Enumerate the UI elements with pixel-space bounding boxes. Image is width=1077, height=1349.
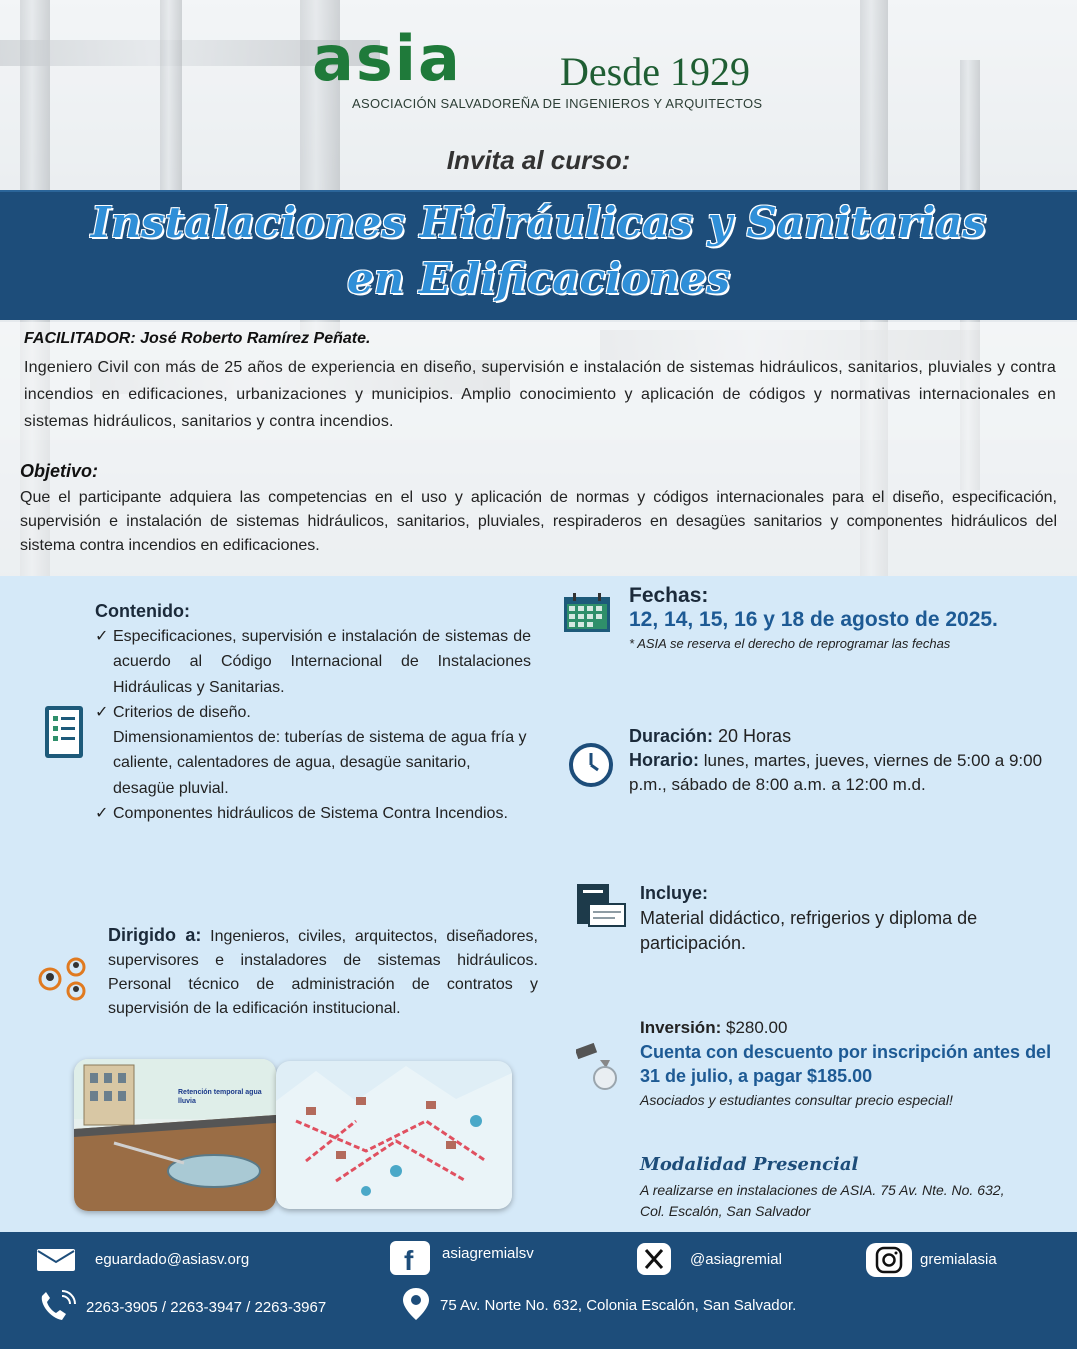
address-text: 75 Av. Norte No. 632, Colonia Escalón, San Salvador. xyxy=(440,1297,797,1314)
water-network-illustration xyxy=(276,1061,512,1209)
phone-numbers[interactable]: 2263-3905 / 2263-3947 / 2263-3967 xyxy=(86,1299,327,1316)
facilitator-heading: FACILITADOR: José Roberto Ramírez Peñate. xyxy=(24,330,371,347)
facebook-handle[interactable]: asiagremialsv xyxy=(442,1245,534,1262)
hours-line xyxy=(629,748,1049,797)
x-twitter-icon[interactable] xyxy=(637,1243,671,1280)
duration-line xyxy=(629,724,1049,748)
list-item xyxy=(95,801,531,826)
dates-value: 12, 14, 15, 16 y 18 de agosto de 2025. xyxy=(629,608,998,631)
content-list xyxy=(95,624,531,826)
audience-text-block xyxy=(108,923,538,1021)
check-icon: ✓ xyxy=(95,805,109,823)
logo-since-year: Desde 1929 xyxy=(560,49,750,94)
x-handle[interactable]: @asiagremial xyxy=(690,1251,782,1268)
logo-wordmark: asia xyxy=(312,22,462,95)
phone-icon xyxy=(36,1290,76,1329)
people-gears-icon xyxy=(36,957,92,1008)
duration-value: 20 Horas xyxy=(718,726,792,746)
content-item-text: Criterios de diseño. xyxy=(113,703,251,721)
list-item xyxy=(95,700,531,725)
diploma-icon xyxy=(575,882,627,933)
course-title-line-1: Instalaciones Hidráulicas y Sanitarias xyxy=(90,198,987,247)
facilitator-bio: Ingeniero Civil con más de 25 años de experiencia en diseño, supervisión e instalación de sistemas hidráulicos, sanitarios, pluviales y contra incendios en edificaciones, urbanizaciones y municipios. Amplio conocimiento y aplicación de códigos y normativas internacionales en sistemas hidráulicos, sanitarios y contra incendios. xyxy=(24,359,1056,430)
schedule-block xyxy=(629,724,1049,797)
email-link[interactable]: eguardado@asiasv.org xyxy=(95,1251,250,1268)
course-title-band xyxy=(0,190,1077,320)
money-bag-icon xyxy=(576,1040,622,1097)
modality-heading: Modalidad Presencial xyxy=(640,1154,859,1175)
check-icon: ✓ xyxy=(95,703,109,721)
instagram-icon[interactable] xyxy=(866,1243,912,1282)
includes-block xyxy=(640,881,1040,956)
contact-footer xyxy=(0,1232,1077,1349)
modality-text: A realizarse en instalaciones de ASIA. 75 Av. Nte. No. 632, Col. Escalón, San Salvador xyxy=(640,1182,1005,1219)
includes-text: Material didáctico, refrigerios y diploma de participación. xyxy=(640,908,978,953)
svg-text:f: f xyxy=(404,1245,414,1275)
investment-discount: Cuenta con descuento por inscripción antes del 31 de julio, a pagar $185.00 xyxy=(640,1042,1052,1086)
duration-label: Duración: xyxy=(629,726,714,746)
audience-label: Dirigido a: xyxy=(108,925,202,945)
stormwater-retention-illustration xyxy=(74,1059,276,1211)
content-heading: Contenido: xyxy=(95,601,190,621)
checklist-icon xyxy=(44,705,84,764)
instagram-handle[interactable]: gremialasia xyxy=(920,1251,997,1268)
facebook-icon[interactable] xyxy=(390,1241,430,1280)
includes-heading: Incluye: xyxy=(640,883,709,903)
dates-note: * ASIA se reserva el derecho de reprogramar las fechas xyxy=(629,636,951,651)
audience-text: Ingenieros, civiles, arquitectos, diseñadores, supervisores e instaladores de sistemas hidráulicos. Personal técnico de administración de contratos y supervisión de la edificación institucional. xyxy=(108,928,538,1017)
content-item-detail: Dimensionamientos de: tuberías de sistema de agua fría y caliente, calentadores de agua, desagüe sanitario, desagüe pluvial. xyxy=(113,729,527,797)
organization-name: ASOCIACIÓN SALVADOREÑA DE INGENIEROS Y ARQUITECTOS xyxy=(352,96,763,111)
invite-heading: Invita al curso: xyxy=(446,145,631,175)
location-pin-icon xyxy=(402,1287,430,1326)
investment-label: Inversión: xyxy=(640,1018,722,1037)
course-title-line-2: en Edificaciones xyxy=(347,254,730,303)
dates-heading: Fechas: xyxy=(629,584,709,607)
illustration-tag: Retención temporal agua lluvia xyxy=(178,1089,262,1105)
hours-label: Horario: xyxy=(629,750,700,770)
investment-note: Asociados y estudiantes consultar precio especial! xyxy=(640,1092,953,1108)
investment-block xyxy=(640,1016,1060,1112)
email-icon[interactable] xyxy=(36,1248,76,1277)
content-item-text: Componentes hidráulicos de Sistema Contra Incendios. xyxy=(113,805,508,823)
objective-text: Que el participante adquiera las competencias en el uso y aplicación de normas y códigos internacionales para el diseño, especificación, supervisión e instalación de sistemas hidráulicos, sanitarios, pluviales, respiraderos en desagües sanitarios y componentes hidráulicos del sistema contra incendios en edificaciones. xyxy=(20,489,1057,554)
hours-value: lunes, martes, jueves, viernes de 5:00 a 9:00 p.m., sábado de 8:00 a.m. a 12:00 m.d. xyxy=(629,751,1043,794)
investment-line xyxy=(640,1016,1060,1040)
calendar-icon xyxy=(563,593,611,638)
objective-heading: Objetivo: xyxy=(20,461,99,481)
clock-icon xyxy=(568,742,614,793)
check-icon: ✓ xyxy=(95,628,109,645)
investment-value: $280.00 xyxy=(725,1018,788,1037)
content-item-text: Especificaciones, supervisión e instalación de sistemas de acuerdo al Código Internacional de Instalaciones Hidráulicas y Sanitarias. xyxy=(113,628,531,696)
list-item xyxy=(95,624,531,700)
